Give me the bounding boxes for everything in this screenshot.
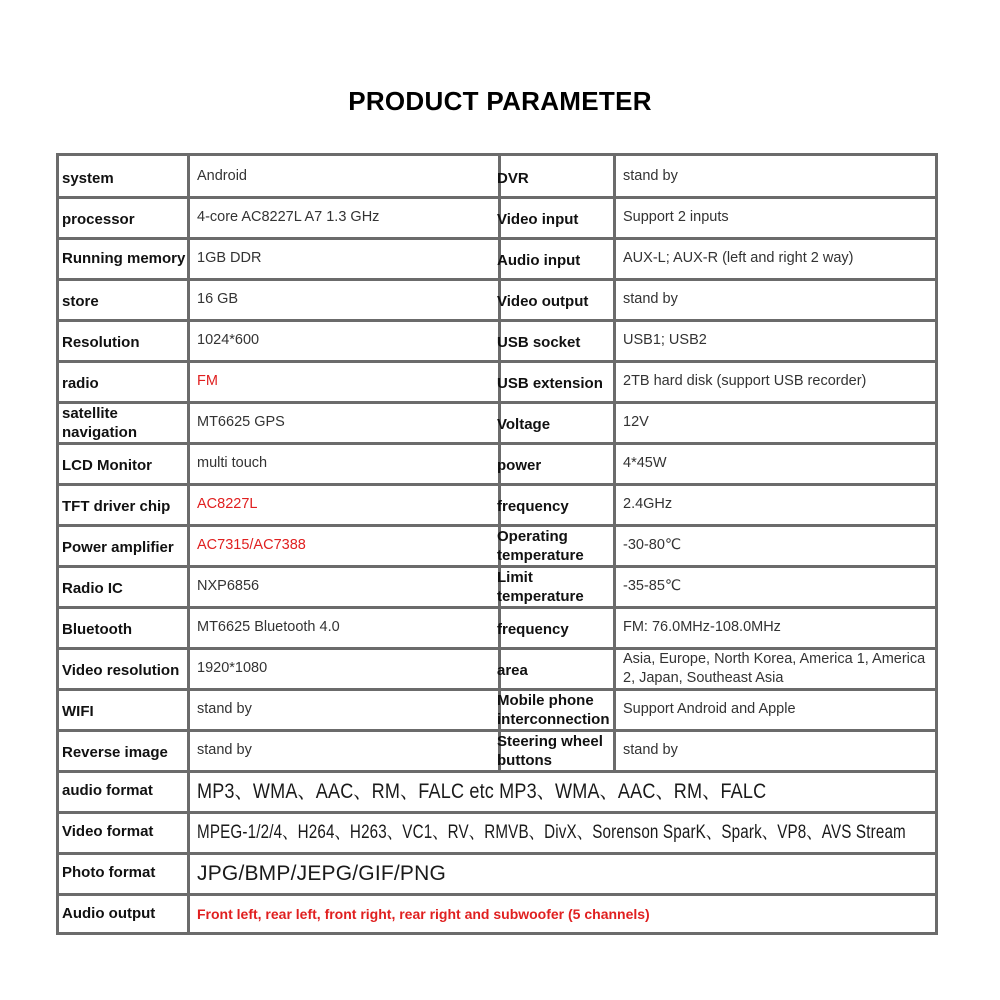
row-4-label-right: Video output: [497, 293, 589, 310]
row-1-value-left: Android: [197, 168, 247, 184]
row-14-label-right: Mobile phone interconnection: [497, 691, 610, 728]
row-12-value-left: MT6625 Bluetooth 4.0: [197, 619, 340, 635]
row-7-value-right: 12V: [623, 414, 649, 430]
row-11-label-right: Limit temperature: [497, 568, 584, 605]
row-13-value-left: 1920*1080: [197, 660, 268, 676]
row-12-label-right: frequency: [497, 621, 569, 638]
photo-format-label: Photo format: [62, 863, 156, 881]
row-4-label-left: store: [62, 293, 99, 310]
video-format-value: MPEG-1/2/4、H264、H263、VC1、RV、RMVB、DivX、Sorenson SparK、Spark、VP8、AVS Stream: [197, 822, 906, 843]
row-12-value-right: FM: 76.0MHz-108.0MHz: [623, 619, 781, 635]
row-5-value-left: 1024*600: [197, 332, 260, 348]
audio-output-label: Audio output: [62, 904, 156, 922]
row-10-value-right: -30-80℃: [623, 537, 682, 553]
row-13-label-right: area: [497, 662, 528, 679]
row-11-label-left: Radio IC: [62, 580, 123, 597]
row-1-label-right: DVR: [497, 170, 529, 187]
row-15-value-right: stand by: [623, 742, 678, 758]
row-9-label-right: frequency: [497, 498, 569, 515]
row-15-label-right: Steering wheel buttons: [497, 732, 603, 769]
audio-format-label: audio format: [62, 781, 153, 799]
row-3-value-right: AUX-L; AUX-R (left and right 2 way): [623, 250, 854, 266]
row-11-value-right: -35-85℃: [623, 578, 682, 594]
row-6-label-left: radio: [62, 375, 99, 392]
row-14-label-left: WIFI: [62, 703, 94, 720]
row-9-label-left: TFT driver chip: [62, 498, 171, 515]
row-5-label-right: USB socket: [497, 334, 581, 351]
audio-format-value: MP3、WMA、AAC、RM、FALC etc MP3、WMA、AAC、RM、FALC: [197, 780, 767, 803]
row-12-label-left: Bluetooth: [62, 621, 132, 638]
row-7-label-right: Voltage: [497, 416, 551, 433]
row-8-value-left: multi touch: [197, 455, 268, 471]
row-15-label-left: Reverse image: [62, 744, 168, 761]
row-6-value-left: FM: [197, 373, 218, 389]
row-13-label-left: Video resolution: [62, 662, 180, 679]
row-3-value-left: 1GB DDR: [197, 250, 262, 266]
row-2-label-right: Video input: [497, 211, 579, 228]
row-7-value-left: MT6625 GPS: [197, 414, 285, 430]
row-3-label-left: Running memory: [62, 250, 186, 267]
row-8-label-right: power: [497, 457, 542, 474]
row-3-label-right: Audio input: [497, 252, 581, 269]
row-1-value-right: stand by: [623, 168, 678, 184]
row-8-value-right: 4*45W: [623, 455, 667, 471]
row-11-value-left: NXP6856: [197, 578, 260, 594]
row-14-value-right: Support Android and Apple: [623, 701, 796, 717]
row-14-value-left: stand by: [197, 701, 252, 717]
row-8-label-left: LCD Monitor: [62, 457, 152, 474]
row-5-label-left: Resolution: [62, 334, 140, 351]
photo-format-value: JPG/BMP/JEPG/GIF/PNG: [197, 862, 447, 885]
row-2-value-right: Support 2 inputs: [623, 209, 729, 225]
page-title: PRODUCT PARAMETER: [348, 86, 652, 116]
row-4-value-right: stand by: [623, 291, 678, 307]
row-10-label-left: Power amplifier: [62, 539, 174, 556]
row-2-label-left: processor: [62, 211, 135, 228]
row-6-value-right: 2TB hard disk (support USB recorder): [623, 373, 867, 389]
row-15-value-left: stand by: [197, 742, 252, 758]
row-13-value-right: Asia, Europe, North Korea, America 1, America 2, Japan, Southeast Asia: [623, 650, 926, 686]
row-2-value-left: 4-core AC8227L A7 1.3 GHz: [197, 209, 380, 225]
parameter-table: [56, 153, 938, 935]
row-9-value-right: 2.4GHz: [623, 496, 673, 512]
row-6-label-right: USB extension: [497, 375, 603, 392]
row-7-label-left: satellite navigation: [62, 404, 138, 441]
audio-output-value: Front left, rear left, front right, rear right and subwoofer (5 channels): [197, 906, 650, 922]
row-10-value-left: AC7315/AC7388: [197, 537, 306, 553]
video-format-label: Video format: [62, 822, 154, 840]
row-10-label-right: Operating temperature: [497, 527, 584, 564]
row-4-value-left: 16 GB: [197, 291, 239, 307]
row-5-value-right: USB1; USB2: [623, 332, 707, 348]
row-1-label-left: system: [62, 170, 114, 187]
row-9-value-left: AC8227L: [197, 496, 258, 512]
